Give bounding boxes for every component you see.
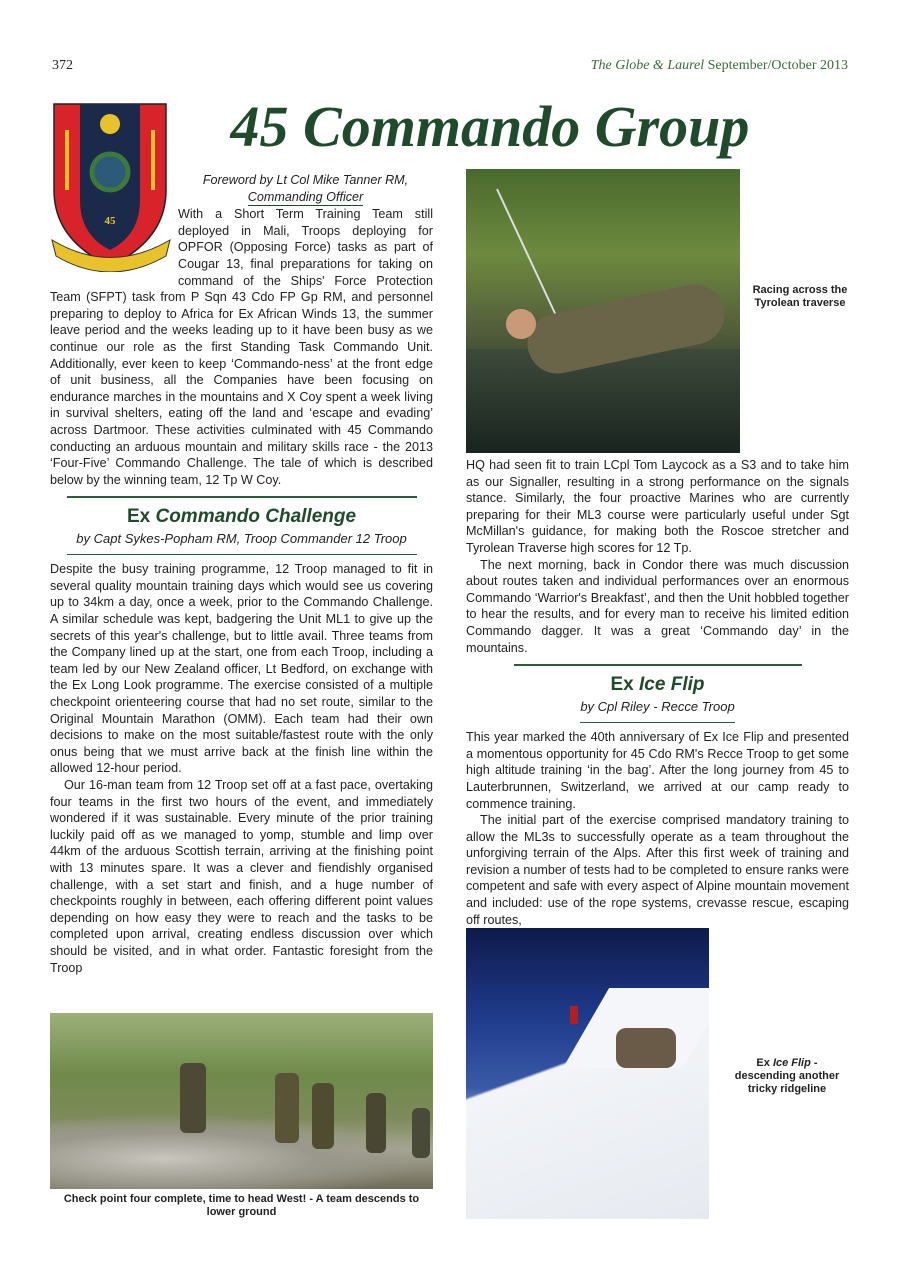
- divider: [67, 554, 417, 555]
- heading-italic: Commando Challenge: [155, 506, 357, 528]
- publication-name: The Globe & Laurel: [590, 58, 705, 73]
- page-title: 45 Commando Group: [230, 94, 750, 159]
- caption-checkpoint: Check point four complete, time to head West! - A team descends to lower ground: [63, 1193, 420, 1218]
- photo-tyrolean-traverse: [466, 169, 740, 453]
- foreword-heading: [178, 172, 433, 206]
- foreword-author: Foreword by Lt Col Mike Tanner RM,: [202, 173, 409, 187]
- paragraph: Our 16-man team from 12 Troop set off at a fast pace, overtaking four teams in the first two hours of the event, and immediately wondered if it was sustainable. Every minute of the prior training luckily paid off as we managed to yomp, stumble and limp over 44km of the arduous Scottish terrain, arriving at the finishing point with 13 minutes spare. It was a clever and fiendishly organised challenge, with a set start and finish, and a huge number of checkpoints roughly in between, each offering different point values depending on how easy they were to reach and the tasks to be completed upon arrival, creating endless discussion over which should be visited, and in what order. Fantastic foresight from the Troop: [50, 778, 433, 975]
- photo-ridgeline: [466, 928, 709, 1219]
- crest-number: 45: [104, 215, 116, 227]
- paragraph: This year marked the 40th anniversary of Ex Ice Flip and presented a momentous opportunity for 45 Cdo RM's Recce Troop to get some high altitude training ‘in the bag’. After the long journey from 45 to Lauterbrunnen, Switzerland, we arrived at our camp ready to commence training.: [466, 730, 849, 811]
- divider: [580, 722, 735, 723]
- running-header: [591, 58, 848, 74]
- page-number: 372: [52, 58, 73, 73]
- issue-date: September/October 2013: [707, 58, 848, 73]
- crest-float-spacer: [50, 172, 178, 280]
- section-heading-commando-challenge: [50, 504, 433, 530]
- caption-prefix: Ex: [756, 1057, 770, 1069]
- photo-troops-descending: [50, 1013, 433, 1189]
- heading-prefix: Ex: [610, 674, 634, 696]
- section-heading-ice-flip: [466, 672, 849, 698]
- heading-prefix: Ex: [126, 506, 151, 528]
- foreword-role: Commanding Officer: [248, 189, 363, 207]
- left-column: [50, 172, 433, 976]
- caption-tyrolean: Racing across the Tyrolean traverse: [752, 284, 848, 309]
- paragraph: The next morning, back in Condor there was much discussion about routes taken and individual performances over an enormous Commando ‘Warrior's Breakfast’, and then the Unit hobbled together to hear the results, and for every man to receive his limited edition Commando dagger. It was a great ‘Commando day’ in the mountains.: [466, 557, 849, 655]
- divider: [514, 664, 802, 666]
- divider: [67, 496, 417, 498]
- caption-ridgeline: [728, 1057, 846, 1096]
- caption-rest: - descending another tricky ridgeline: [734, 1057, 840, 1095]
- paragraph: HQ had seen fit to train LCpl Tom Laycock as a S3 and to take him as our Signaller, resulting in a strong performance on the signals stance. Similarly, the four proactive Marines who are currently preparing for their ML3 course were particularly useful under Sgt McMillan's guidance, for making both the Roscoe stretcher and Tyrolean Traverse high scores for 12 Tp.: [466, 458, 849, 555]
- caption-italic: Ice Flip: [772, 1057, 811, 1069]
- byline: by Capt Sykes-Popham RM, Troop Commander 12 Troop: [76, 531, 407, 547]
- paragraph: Despite the busy training programme, 12 Troop managed to fit in several quality mountain training days which would see us covering up to 34km a day, once a week, prior to the Commando Challenge. A similar schedule was kept, badgering the Unit ML1 to give up the secrets of this year's challenge, but to little avail. Three teams from the Company lined up at the start, one from each Troop, including a team led by our New Zealand officer, Lt Bedford, on exchange with the Ex Long Look programme. The exercise consisted of a multiple checkpoint orienteering course that had no set route, similar to the Original Mountain Marathon (OMM). Each team had their own decisions to make on the most suitable/fastest route with the only onus being that we must arrive back at the finish line within the allowed 12-hour period.: [50, 562, 433, 776]
- heading-italic: Ice Flip: [639, 674, 705, 696]
- byline: by Cpl Riley - Recce Troop: [580, 699, 735, 715]
- foreword-paragraph: With a Short Term Training Team still deployed in Mali, Troops deploying for OPFOR (Opposing Force) tasks as part of Cougar 13, final preparations for taking on command of the Ships' Force Protection Team (SFPT) task from P Sqn 43 Cdo FP Gp RM, and personnel preparing to deploy to Africa for Ex African Winds 13, the summer leave period and the weeks leading up to it have been busy as we continue our role as the first Standing Task Commando Unit. Additionally, ever keen to keep ‘Commando-ness’ at the front edge of unit business, all the Companies have been focusing on endurance marches in the mountains and X Coy spent a week living in survival shelters, eating off the land and ‘escape and evading’ across Dartmoor. These activities culminated with 45 Commando conducting an arduous mountain and military skills race - the 2013 ‘Four-Five’ Commando Challenge. The tale of which is described below by the winning team, 12 Tp W Coy.: [50, 207, 433, 487]
- right-column: [466, 457, 849, 928]
- paragraph: The initial part of the exercise comprised mandatory training to allow the ML3s to successfully operate as a team throughout the unforgiving terrain of the Alps. After this first week of training and revision a number of tests had to be completed to ensure ranks were competent and safe with every aspect of Alpine mountain movement and included: use of the rope systems, crevasse rescue, escaping off routes,: [466, 813, 849, 927]
